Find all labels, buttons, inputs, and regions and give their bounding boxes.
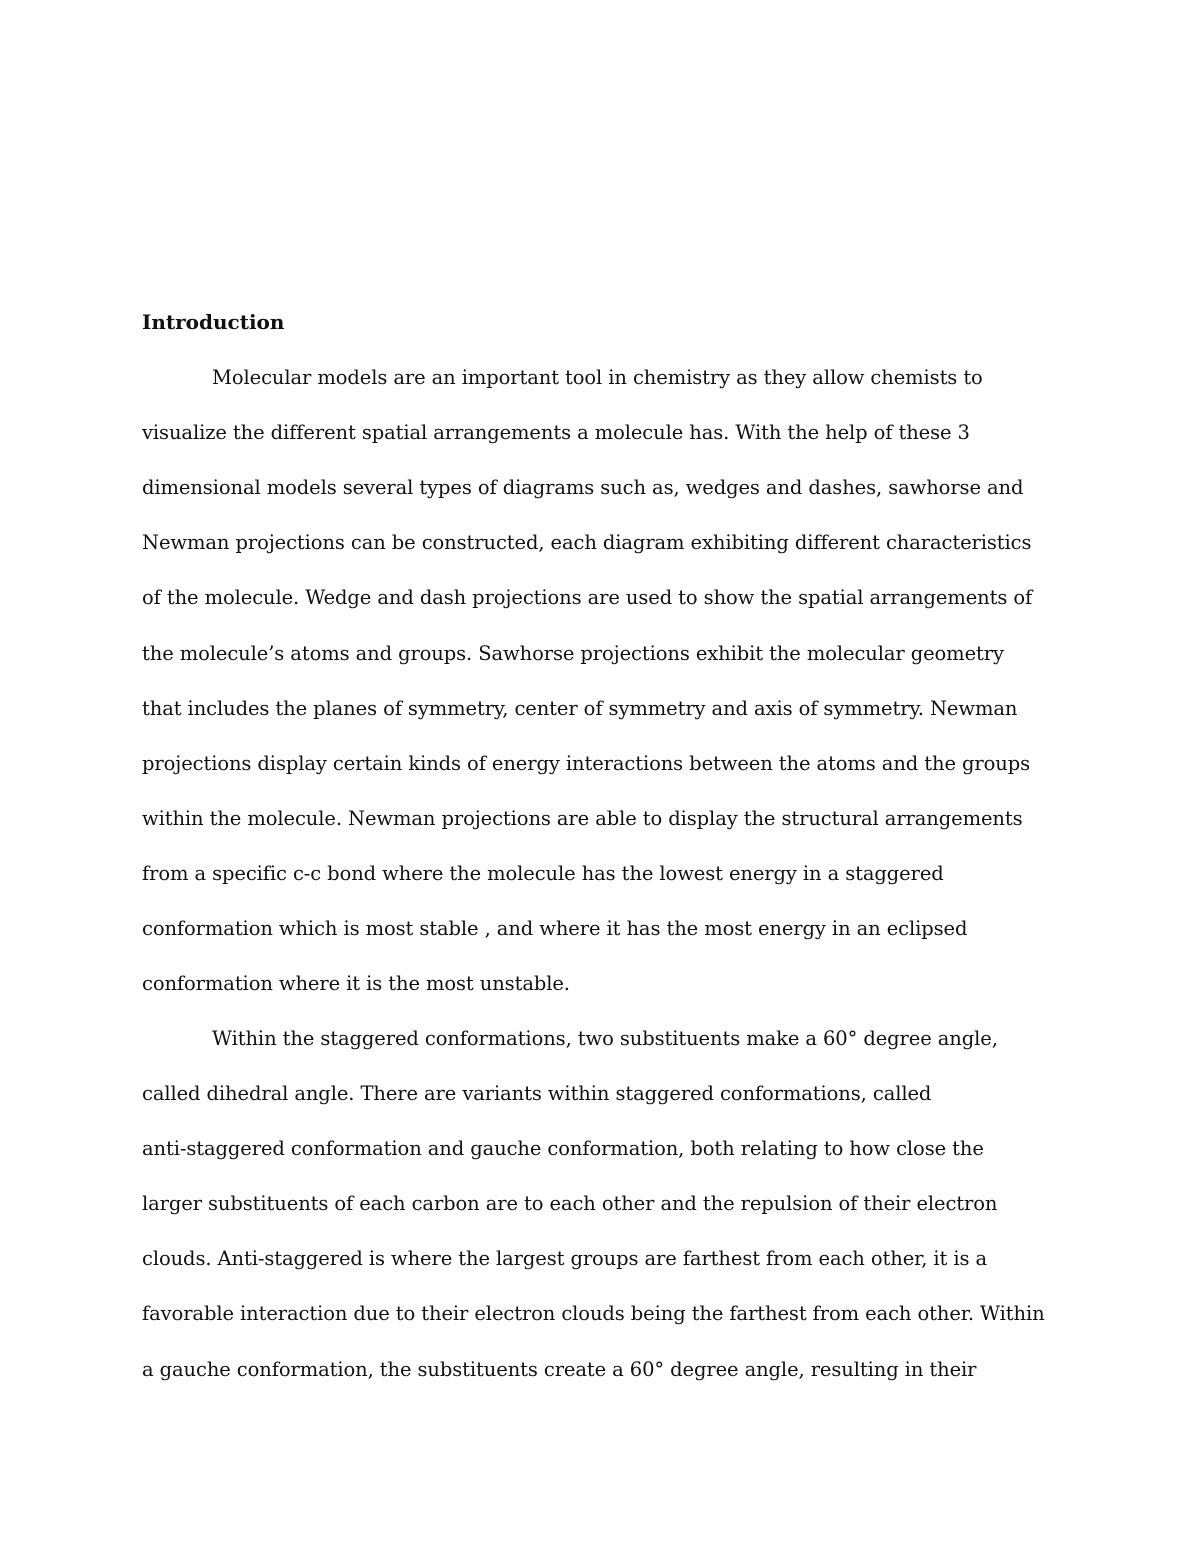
paragraph-1-line-8: projections display certain kinds of energy interactions between the atoms and the groups xyxy=(142,752,1030,775)
paragraph-1-line-12: conformation where it is the most unstable. xyxy=(142,972,570,995)
paragraph-2-line-7: a gauche conformation, the substituents create a 60° degree angle, resulting in their xyxy=(142,1358,977,1381)
paragraph-1-line-6: the molecule’s atoms and groups. Sawhorse projections exhibit the molecular geometry xyxy=(142,642,1004,665)
paragraph-1-line-11: conformation which is most stable , and where it has the most energy in an eclipsed xyxy=(142,917,968,940)
paragraph-2-line-1: Within the staggered conformations, two substituents make a 60° degree angle, xyxy=(212,1027,998,1050)
paragraph-1-line-2: visualize the different spatial arrangements a molecule has. With the help of these 3 xyxy=(142,421,970,444)
paragraph-1-line-5: of the molecule. Wedge and dash projections are used to show the spatial arrangements of xyxy=(142,586,1033,609)
paragraph-1-line-9: within the molecule. Newman projections are able to display the structural arrangements xyxy=(142,807,1023,830)
paragraph-1-line-4: Newman projections can be constructed, each diagram exhibiting different characteristics xyxy=(142,531,1032,554)
paragraph-2-line-3: anti-staggered conformation and gauche conformation, both relating to how close the xyxy=(142,1137,984,1160)
paragraph-2-line-6: favorable interaction due to their electron clouds being the farthest from each other. Within xyxy=(142,1302,1045,1325)
paragraph-1-line-3: dimensional models several types of diagrams such as, wedges and dashes, sawhorse and xyxy=(142,476,1024,499)
paragraph-2-line-2: called dihedral angle. There are variants within staggered conformations, called xyxy=(142,1082,932,1105)
section-heading: Introduction xyxy=(142,310,285,334)
paragraph-1-line-1: Molecular models are an important tool in chemistry as they allow chemists to xyxy=(212,366,983,389)
paragraph-1-line-7: that includes the planes of symmetry, center of symmetry and axis of symmetry. Newman xyxy=(142,697,1018,720)
paragraph-2-line-4: larger substituents of each carbon are to each other and the repulsion of their electron xyxy=(142,1192,998,1215)
paragraph-1-line-10: from a specific c-c bond where the molecule has the lowest energy in a staggered xyxy=(142,862,944,885)
paragraph-2-line-5: clouds. Anti-staggered is where the largest groups are farthest from each other, it is a xyxy=(142,1247,988,1270)
